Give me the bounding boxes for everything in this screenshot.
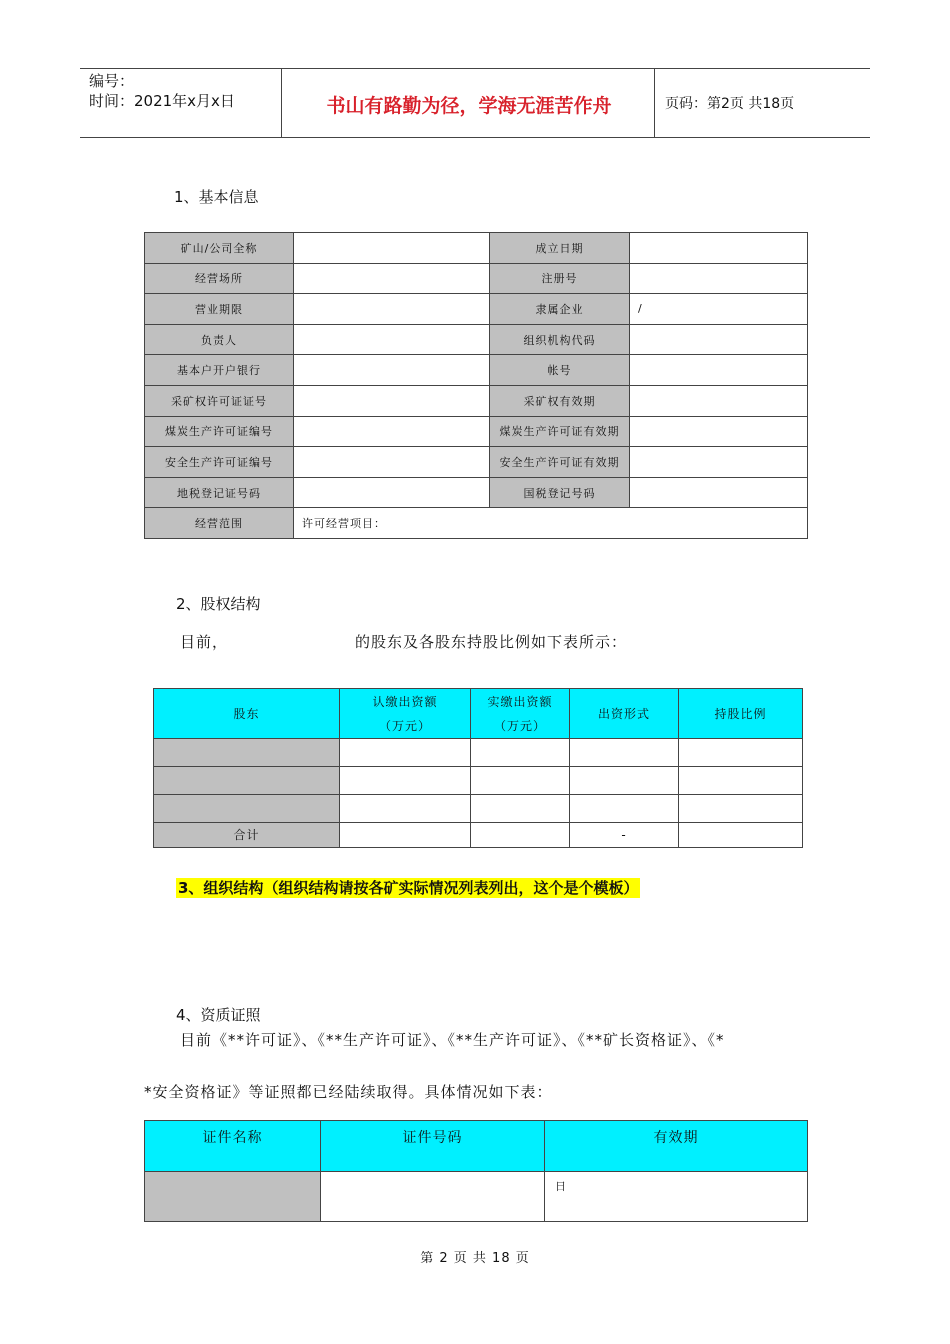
field-label: 煤炭生产许可证有效期 (490, 416, 630, 447)
table-row (145, 385, 808, 416)
table-row (145, 324, 808, 355)
field-label: 成立日期 (490, 233, 630, 264)
field-label: 组织机构代码 (490, 324, 630, 355)
field-value (294, 233, 490, 264)
table-cell (570, 767, 679, 795)
col-subscribed (340, 689, 471, 739)
field-label: 国税登记号码 (490, 477, 630, 508)
table-cell (471, 823, 570, 848)
table-cell (471, 795, 570, 823)
certificates-para-line1: 目前《**许可证》、《**生产许可证》、《**生产许可证》、《**矿长资格证》、《* (180, 1031, 725, 1049)
table-cell (340, 795, 471, 823)
col-subscribed-line1: 认缴出资额 (372, 694, 438, 709)
table-row (154, 739, 803, 767)
field-label: 隶属企业 (490, 294, 630, 325)
col-cert-validity: 有效期 (545, 1121, 808, 1172)
field-value (630, 355, 808, 386)
field-value (294, 263, 490, 294)
field-value (630, 385, 808, 416)
col-shareholder: 股东 (154, 689, 340, 739)
equity-intro-right: 的股东及各股东持股比例如下表所示： (355, 633, 628, 651)
field-label: 经营场所 (145, 263, 294, 294)
field-label: 采矿权有效期 (490, 385, 630, 416)
header-motto: 书山有路勤为径，学海无涯苦作舟 (326, 95, 612, 117)
field-value (294, 355, 490, 386)
table-row (145, 416, 808, 447)
scope-row (145, 508, 808, 539)
table-row (145, 355, 808, 386)
field-label: 安全生产许可证编号 (145, 447, 294, 478)
field-label: 煤炭生产许可证编号 (145, 416, 294, 447)
table-cell (679, 767, 803, 795)
field-label: 注册号 (490, 263, 630, 294)
table-row (145, 263, 808, 294)
field-value (294, 294, 490, 325)
shareholder-cell (154, 739, 340, 767)
equity-table (153, 688, 803, 848)
table-row (145, 477, 808, 508)
table-cell (679, 795, 803, 823)
page-header (80, 68, 870, 138)
equity-header-row (154, 689, 803, 739)
shareholder-cell (154, 795, 340, 823)
table-cell (340, 823, 471, 848)
cert-validity-cell: 日 (545, 1172, 808, 1222)
table-row (145, 1172, 808, 1222)
cert-name-cell (145, 1172, 321, 1222)
col-subscribed-line2: （万元） (378, 718, 431, 733)
field-value (630, 324, 808, 355)
table-row (145, 233, 808, 264)
field-label: 安全生产许可证有效期 (490, 447, 630, 478)
table-row (145, 294, 808, 325)
table-cell (570, 795, 679, 823)
field-label: 矿山/公司全称 (145, 233, 294, 264)
table-cell (471, 767, 570, 795)
table-cell (340, 739, 471, 767)
table-row (145, 447, 808, 478)
col-cert-number: 证件号码 (321, 1121, 545, 1172)
field-label: 营业期限 (145, 294, 294, 325)
field-label: 基本户开户银行 (145, 355, 294, 386)
field-value (630, 447, 808, 478)
certificates-header-row (145, 1121, 808, 1172)
section-3-highlight: 3、组织结构（组织结构请按各矿实际情况列表列出，这个是个模板） (178, 879, 639, 897)
total-form: - (570, 823, 679, 848)
scope-value: 许可经营项目： (294, 508, 808, 539)
page-footer: 第 2 页 共 18 页 (420, 1251, 530, 1266)
table-cell (679, 823, 803, 848)
field-value (630, 416, 808, 447)
cert-number-cell (321, 1172, 545, 1222)
document-number-label: 编号： (89, 72, 135, 90)
field-label: 地税登记证号码 (145, 477, 294, 508)
col-paid-line1: 实缴出资额 (487, 694, 553, 709)
total-label: 合计 (154, 823, 340, 848)
table-cell (471, 739, 570, 767)
total-row (154, 823, 803, 848)
field-value (294, 385, 490, 416)
field-label: 负责人 (145, 324, 294, 355)
section-4-title: 4、资质证照 (176, 1006, 261, 1024)
certificates-para-line2: *安全资格证》等证照都已经陆续取得。具体情况如下表： (144, 1083, 553, 1101)
scope-label: 经营范围 (145, 508, 294, 539)
field-value (294, 324, 490, 355)
table-row (154, 767, 803, 795)
table-cell (679, 739, 803, 767)
section-3-title (176, 877, 640, 898)
col-ratio: 持股比例 (679, 689, 803, 739)
field-value (294, 477, 490, 508)
col-form: 出资形式 (570, 689, 679, 739)
field-value: / (630, 294, 808, 325)
field-label: 采矿权许可证证号 (145, 385, 294, 416)
field-label: 帐号 (490, 355, 630, 386)
basic-info-table (144, 232, 808, 539)
shareholder-cell (154, 767, 340, 795)
section-2-title: 2、股权结构 (176, 595, 261, 613)
equity-intro-left: 目前， (180, 633, 229, 651)
table-row (154, 795, 803, 823)
document-time-label: 时间：2021年x月x日 (89, 92, 235, 110)
table-cell (340, 767, 471, 795)
col-cert-name: 证件名称 (145, 1121, 321, 1172)
field-value (294, 416, 490, 447)
header-page-number: 页码：第2页 共18页 (665, 96, 795, 112)
header-meta (89, 71, 235, 111)
col-paid-line2: （万元） (493, 718, 546, 733)
certificates-table (144, 1120, 808, 1222)
col-paid (471, 689, 570, 739)
field-value (294, 447, 490, 478)
field-value (630, 477, 808, 508)
table-cell (570, 739, 679, 767)
field-value (630, 263, 808, 294)
field-value (630, 233, 808, 264)
section-1-title: 1、基本信息 (174, 188, 259, 206)
